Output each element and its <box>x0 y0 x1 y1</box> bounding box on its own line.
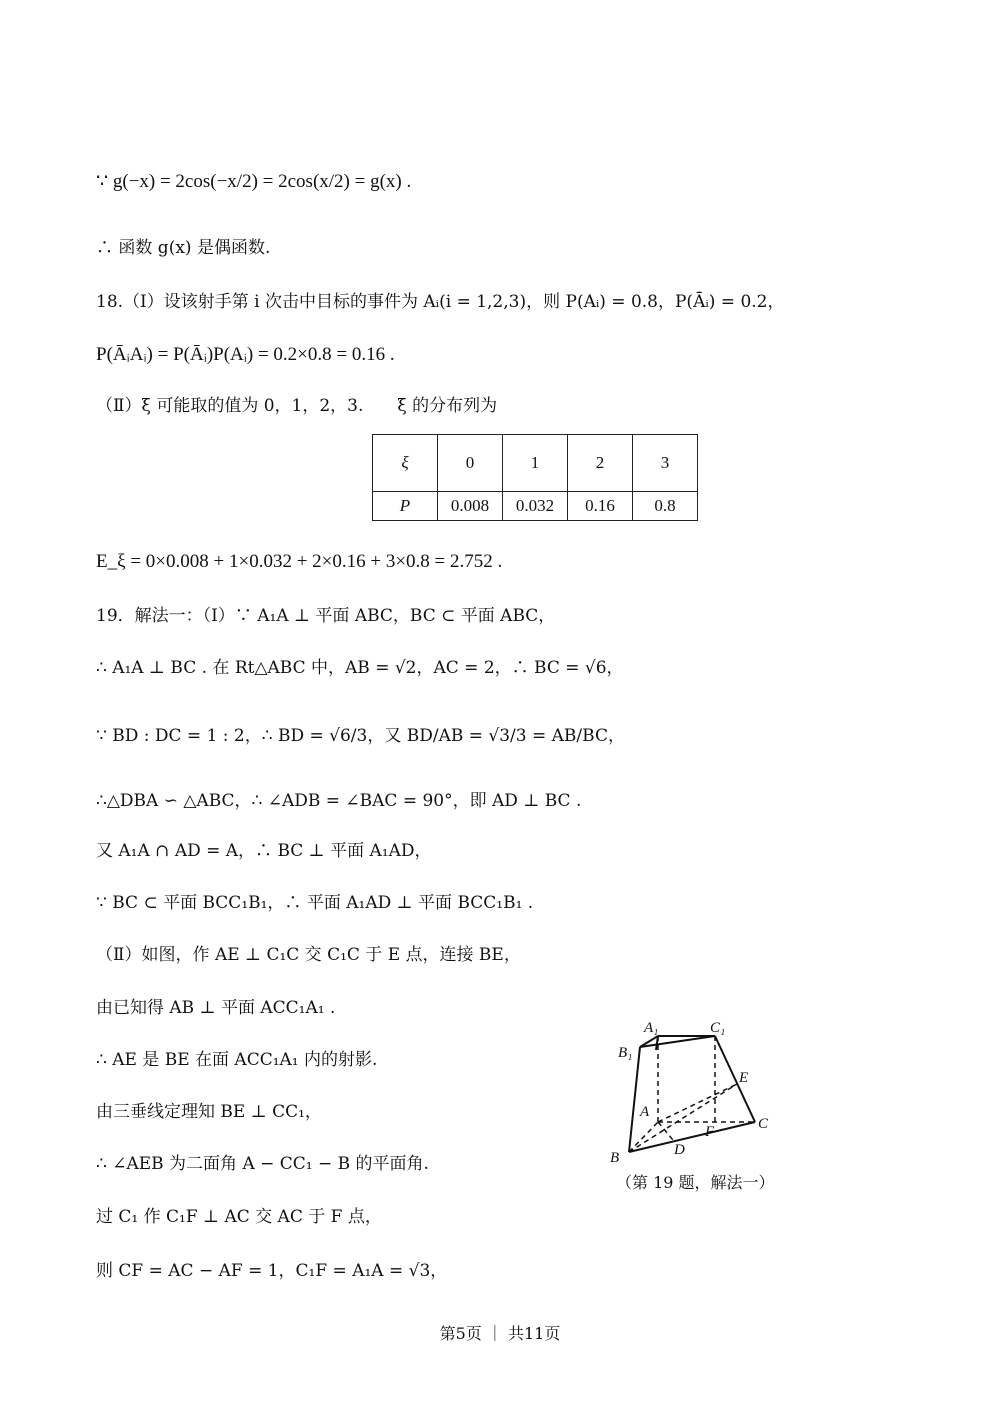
label-f: F <box>705 1124 715 1140</box>
label-e: E <box>739 1070 749 1086</box>
label-a: A <box>640 1104 650 1120</box>
line-8: ∴ A₁A ⊥ BC . 在 Rt△ABC 中，AB = √2，AC = 2，∴ BC = √6， <box>96 658 624 678</box>
table-header-cell: 3 <box>633 435 698 492</box>
distribution-table <box>372 434 698 521</box>
line-14: 由已知得 AB ⊥ 平面 ACC₁A₁ . <box>96 998 336 1018</box>
line-13: （Ⅱ）如图，作 AE ⊥ C₁C 交 C₁C 于 E 点，连接 BE， <box>96 945 521 965</box>
label-b: B <box>610 1150 620 1166</box>
line-3: 18.（Ⅰ）设该射手第 i 次击中目标的事件为 Aᵢ(i = 1,2,3)，则 P(Aᵢ) = 0.8，P(Āᵢ) = 0.2， <box>96 292 785 312</box>
table-header-xi: ξ <box>373 435 438 492</box>
table-header-cell: 1 <box>503 435 568 492</box>
line-6: E_ξ = 0×0.008 + 1×0.032 + 2×0.16 + 3×0.8 = 2.752 . <box>96 551 503 572</box>
prism-figure <box>600 1012 790 1172</box>
line-15: ∴ AE 是 BE 在面 ACC₁A₁ 内的射影. <box>96 1050 378 1070</box>
line-19: 则 CF = AC − AF = 1，C₁F = A₁A = √3， <box>96 1261 448 1281</box>
table-cell: 0.032 <box>503 492 568 521</box>
line-9: ∵ BD : DC = 1 : 2，∴ BD = √6/3，又 BD/AB = √3/3 = AB/BC， <box>96 726 625 746</box>
line-16: 由三垂线定理知 BE ⊥ CC₁， <box>96 1102 322 1122</box>
line-2: ∴ 函数 g(x) 是偶函数. <box>96 238 271 258</box>
label-c1: C₁ <box>710 1020 726 1036</box>
label-b1: B₁ <box>618 1045 633 1061</box>
line-10: ∴△DBA ∽ △ABC，∴ ∠ADB = ∠BAC = 90°，即 AD ⊥ BC . <box>96 791 582 811</box>
table-cell: 0.16 <box>568 492 633 521</box>
label-c: C <box>758 1116 769 1132</box>
line-17: ∴ ∠AEB 为二面角 A − CC₁ − B 的平面角. <box>96 1154 429 1174</box>
line-11: 又 A₁A ∩ AD = A，∴ BC ⊥ 平面 A₁AD， <box>96 841 432 861</box>
line-1: ∵ g(−x) = 2cos(−x/2) = 2cos(x/2) = g(x) . <box>96 171 412 192</box>
line-7: 19．解法一：（Ⅰ）∵ A₁A ⊥ 平面 ABC，BC ⊂ 平面 ABC， <box>96 606 556 626</box>
table-header-cell: 2 <box>568 435 633 492</box>
line-12: ∵ BC ⊂ 平面 BCC₁B₁，∴ 平面 A₁AD ⊥ 平面 BCC₁B₁ . <box>96 893 534 913</box>
table-cell: 0.8 <box>633 492 698 521</box>
table-row-label: P <box>373 492 438 521</box>
line-18: 过 C₁ 作 C₁F ⊥ AC 交 AC 于 F 点， <box>96 1207 382 1227</box>
figure-caption: （第 19 题，解法一） <box>616 1173 775 1192</box>
line-5: （Ⅱ）ξ 可能取的值为 0，1，2，3. ξ 的分布列为 <box>96 396 498 416</box>
label-d: D <box>674 1142 685 1158</box>
table-header-cell: 0 <box>438 435 503 492</box>
line-4: P(ĀᵢAᵢ) = P(Āᵢ)P(Aᵢ) = 0.2×0.8 = 0.16 . <box>96 344 395 365</box>
label-a1: A₁ <box>644 1020 659 1036</box>
page-footer: 第5页 ｜ 共11页 <box>439 1324 561 1343</box>
table-cell: 0.008 <box>438 492 503 521</box>
